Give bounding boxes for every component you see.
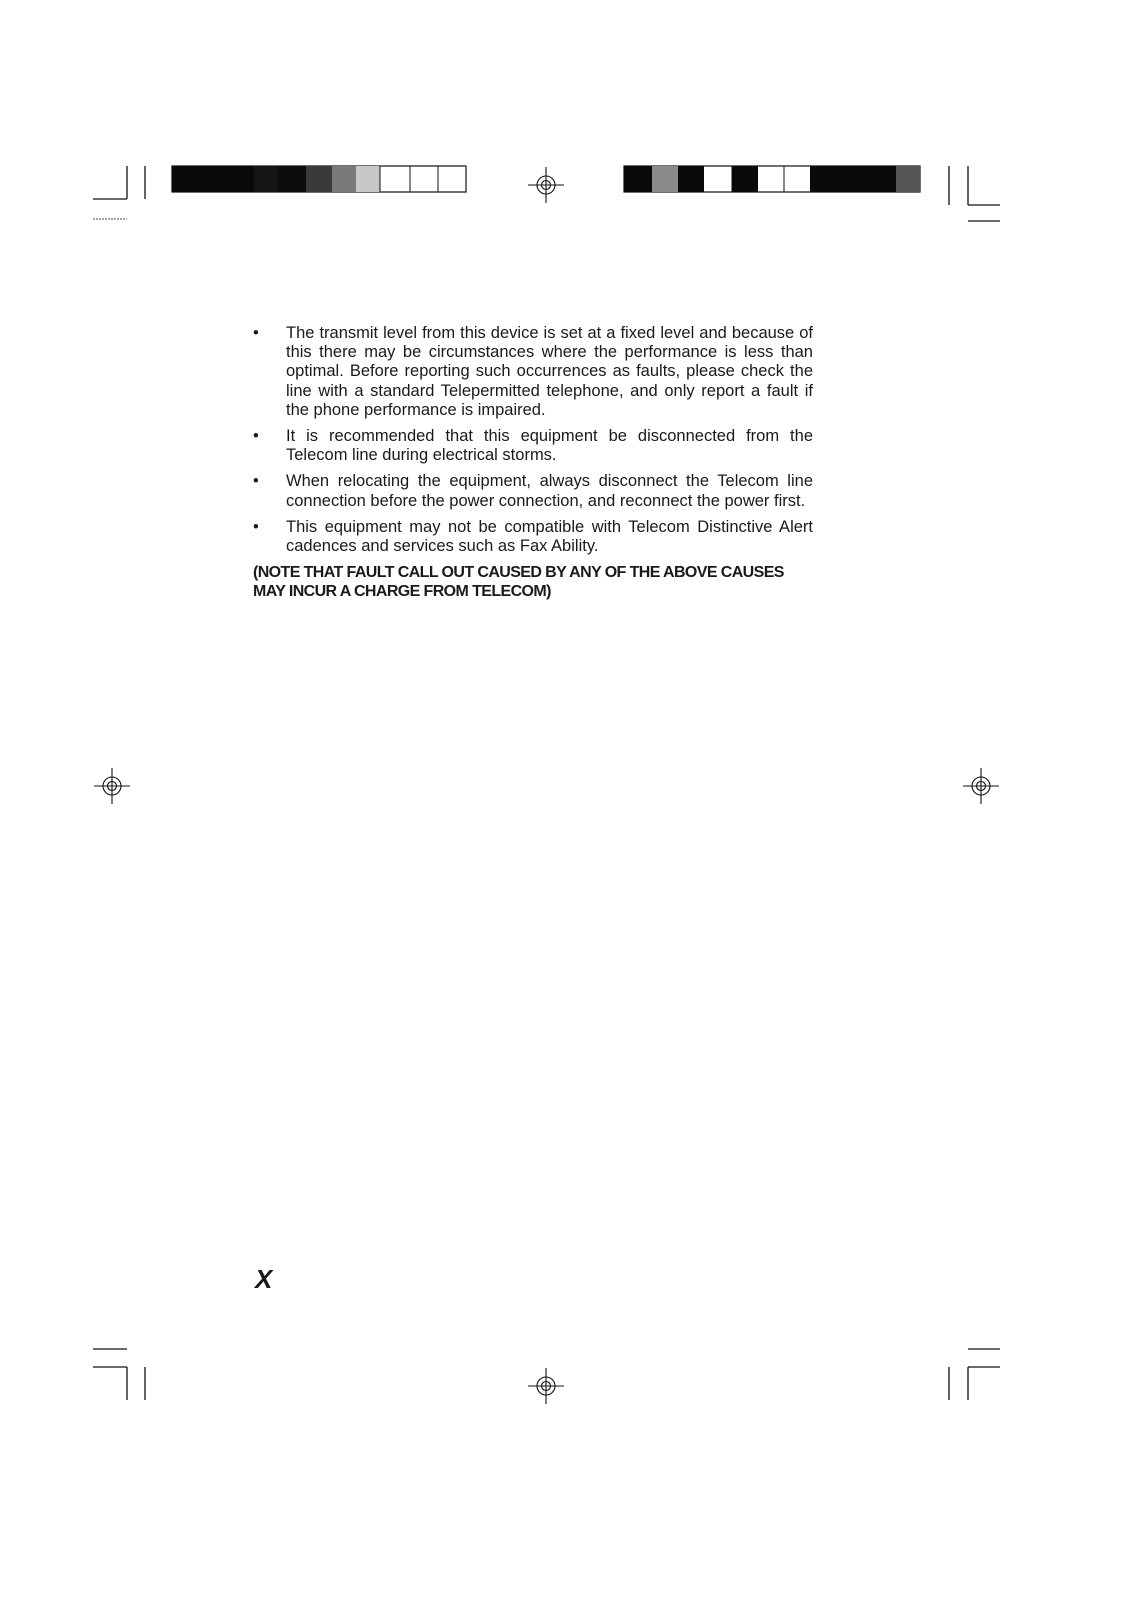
bullet-icon: • <box>253 324 259 342</box>
list-item <box>253 518 813 556</box>
registration-target-bottom <box>528 1368 564 1404</box>
list-item <box>253 472 813 510</box>
list-item <box>253 324 813 420</box>
bullet-icon: • <box>253 472 259 491</box>
bullet-text: This equipment may not be compatible with Telecom Distinctive Alert cadences and services such as Fax Ability. <box>286 517 813 556</box>
charge-notice <box>253 563 813 601</box>
color-bar-right <box>624 166 920 192</box>
bullet-text: When relocating the equipment, always disconnect the Telecom line connection before the power connection, and reconnect the power first. <box>286 472 813 510</box>
bullet-list <box>253 324 813 556</box>
list-item <box>253 427 813 465</box>
page-number: X <box>255 1264 273 1294</box>
color-bar-left <box>172 166 466 192</box>
bullet-text: It is recommended that this equipment be disconnected from the Telecom line during electrical storms. <box>286 427 813 465</box>
charge-notice-line-2: MAY INCUR A CHARGE FROM TELECOM) <box>253 583 551 601</box>
safety-notes <box>253 324 813 601</box>
bullet-icon: • <box>253 517 259 536</box>
registration-target-left <box>94 768 130 804</box>
registration-target-right <box>963 768 999 804</box>
registration-target-top <box>528 167 564 203</box>
bullet-text: The transmit level from this device is set at a fixed level and because of this there may be circumstances where the performance is less than optimal. Before reporting such occurrences as faults, please check the line with a standard Telepermitted telephone, and only report a fault if the phone performance is impaired. <box>286 324 813 419</box>
charge-notice-line-1: (NOTE THAT FAULT CALL OUT CAUSED BY ANY OF THE ABOVE CAUSES <box>253 564 784 582</box>
bullet-icon: • <box>253 427 259 446</box>
